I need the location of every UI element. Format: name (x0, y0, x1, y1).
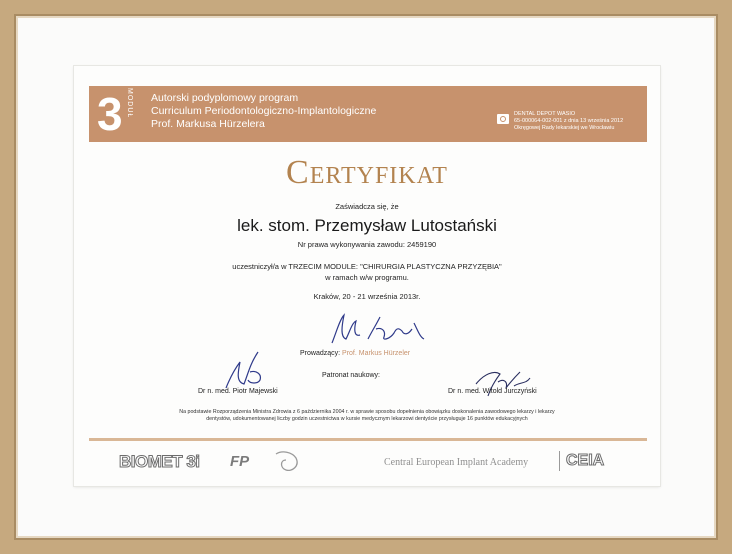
divider-rule (89, 438, 647, 441)
sponsor-logos (89, 446, 647, 476)
module-label: MODUŁ (126, 88, 133, 119)
academy-name: Central European Implant Academy (384, 457, 529, 468)
license-number: Nr prawa wykonywania zawodu: 2459190 (297, 240, 437, 249)
program-line-3: Prof. Markusa Hürzelera (151, 118, 265, 130)
dental-depot-icon (497, 114, 509, 124)
module-banner (89, 86, 647, 142)
module-number: 3 (97, 88, 123, 140)
accreditation-line-1: DENTAL DEPOT WASIO (514, 111, 576, 117)
attestation-text: Zaświadcza się, że (335, 202, 399, 211)
accreditation-line-3: Okręgowej Rady lekarskiej we Wrocławiu (514, 125, 615, 131)
lead-instructor-name: Prof. Markus Hürzeler (342, 350, 411, 357)
biomet-logo: BIOMET 3i (119, 452, 200, 471)
right-signatory-name: Dr n. med. Witold Jurczyński (448, 388, 537, 395)
logo-divider (559, 451, 560, 471)
regulation-footnote: Na podstawie Rozporządzenia Ministra Zdrowia z 6 października 2004 r. w sprawie sposobu dopełnienia obowiązku doskonalenia zawodowego lekarzy i lekarzy dentystów, udokumentowanej liczby godzin uczestnictwa w kursie medycznym lekarzowi dentyście przysługuje 16 punktów edukacyjnych (179, 409, 555, 422)
recipient-name: lek. stom. Przemysław Lutostański (237, 216, 497, 235)
swirl-logo-icon (272, 448, 302, 474)
lead-signature (324, 309, 434, 349)
accreditation-line-2: 65-000064-002-001 z dnia 13 września 2012 (514, 118, 624, 124)
place-date: Kraków, 20 - 21 września 2013r. (313, 292, 421, 301)
program-note: w ramach w/w programu. (325, 273, 409, 282)
accreditation-note (514, 111, 623, 132)
certificate-title: Certyfikat (286, 154, 448, 191)
lead-instructor (300, 350, 410, 357)
left-signature (220, 348, 270, 392)
ceia-logo: CEIA (566, 452, 605, 469)
program-line-1: Autorski podyplomowy program (151, 92, 299, 104)
certificate-paper (74, 66, 660, 486)
program-title (151, 92, 376, 131)
left-signatory-name: Dr n. med. Piotr Majewski (198, 388, 278, 395)
fp-logo: FP (230, 453, 250, 470)
lead-label: Prowadzący: (300, 350, 341, 357)
participation-text: uczestniczył/a w TRZECIM MODULE: "CHIRURGIA PLASTYCZNA PRZYZĘBIA" (232, 262, 502, 271)
patronage-label: Patronat naukowy: (322, 372, 380, 379)
program-line-2: Curriculum Periodontologiczno-Implantologiczne (151, 105, 377, 117)
